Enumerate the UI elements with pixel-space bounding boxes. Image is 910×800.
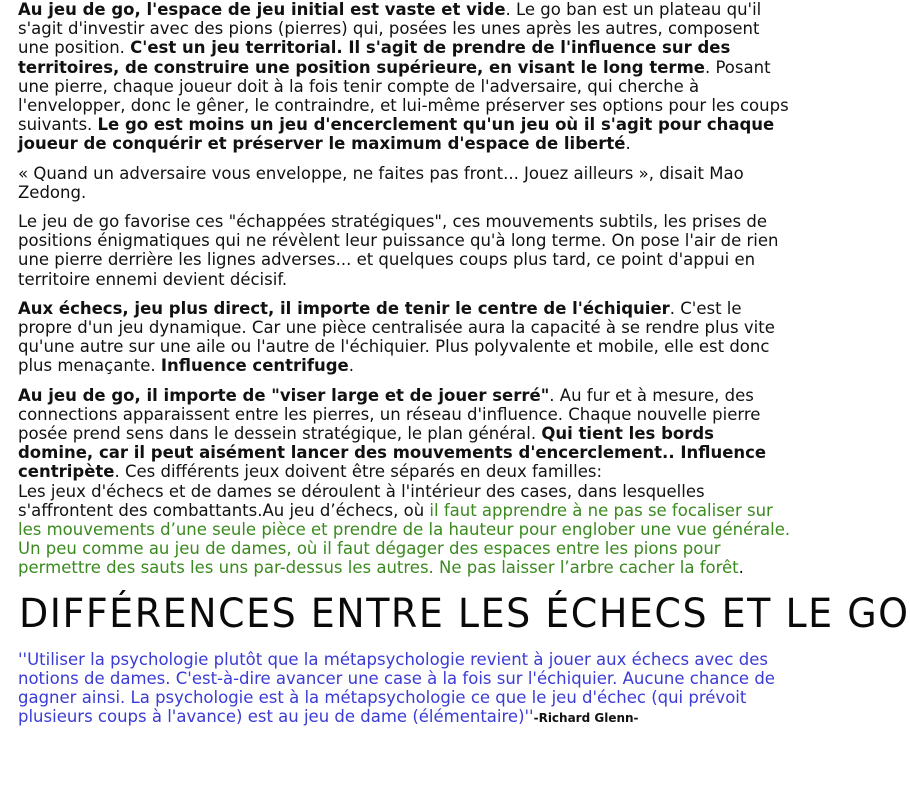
paragraph-go-wide [18, 386, 793, 578]
text-period: . [625, 134, 631, 154]
text-connections: . Au fur et à mesure, des connections apparaissent entre les pierres, un réseau d'influence. Chaque nouvelle pierre posée prend sens dans le dessein stratégique, le plan général. [18, 385, 761, 444]
text-period: . [348, 356, 354, 376]
bold-encirclement-freedom: Le go est moins un jeu d'encerclement qu'un jeu où il s'agit pour chaque joueur de conquérir et préserver le maximum d'espace de liberté [18, 115, 775, 154]
bold-aim-wide: Au jeu de go, il importe de "viser large et de jouer serré" [18, 385, 550, 405]
quote-text: ''Utiliser la psychologie plutôt que la métapsychologie revient à jouer aux échecs avec des notions de dames. C'est-à-dire avancer une case à la fois sur l'échiquier. Aucune chance de gagner ainsi. La psychologie est à la métapsychologie ce que le jeu d'échec (qui prévoit plusieurs coups à l'avance) est au jeu de dame (élémentaire)'' [18, 649, 775, 727]
bold-go-initial-space: Au jeu de go, l'espace de jeu initial est vaste et vide [18, 0, 506, 19]
paragraph-strategic-escapes: Le jeu de go favorise ces "échappées stratégiques", ces mouvements subtils, les prises de positions énigmatiques qui ne révèlent leur puissance qu'à long terme. On pose l'air de rien une pierre derrière les lignes adverses... et quelques coups plus tard, ce point d'appui en territoire ennemi devient décisif. [18, 212, 779, 289]
bold-edges-dominate: Qui tient les bords domine, car il peut aisément lancer des mouvements d'encerclement.. Influence centripète [18, 424, 767, 482]
text-go-ban: . Le go ban est un plateau qu'il s'agit d'investir avec des pions (pierres) qui, posées les unes après les autres, composent une position. [18, 0, 762, 58]
paragraph-go-space [18, 0, 793, 154]
text-chess-checkers-squares: Les jeux d'échecs et de dames se déroulent à l'intérieur des cases, dans lesquelles s'affrontent des combattants.Au jeu d’échecs, où [18, 481, 705, 520]
bold-centrifugal-influence: Influence centrifuge [160, 356, 349, 376]
bold-chess-center: Aux échecs, jeu plus direct, il importe de tenir le centre de l'échiquier [18, 298, 670, 318]
text-posing-stone: . Posant une pierre, chaque joueur doit à la fois tenir compte de l'adversaire, qui cherche à l'envelopper, donc le gêner, le contraindre, et lui-même préserver ses options pour les coups suivants. [18, 57, 789, 135]
paragraph-mao-quote: « Quand un adversaire vous enveloppe, ne faites pas front... Jouez ailleurs », disait Mao Zedong. [18, 163, 744, 202]
text-dynamic-game: . C'est le propre d'un jeu dynamique. Car une pièce centralisée aura la capacité à se rendre plus vite qu'une autre sur une aile ou l'autre de l'échiquier. Plus polyvalente et mobile, elle est donc plus menaçante. [18, 298, 775, 376]
green-general-view: il faut apprendre à ne pas se focaliser sur les mouvements d’une seule pièce et prendre de la hauteur pour englober une vue générale. Un peu comme au jeu de dames, où il faut dégager des espaces entre les pions pour permettre des sauts les uns par-dessus les autres. Ne pas laisser l’arbre cacher la forêt [18, 500, 791, 578]
psychology-quote [18, 650, 793, 729]
section-heading: DIFFÉRENCES ENTRE LES ÉCHECS ET LE GO [19, 589, 910, 636]
text-two-families: . Ces différents jeux doivent être séparés en deux familles: [114, 462, 603, 482]
bold-territorial-game: C'est un jeu territorial. Il s'agit de prendre de l'influence sur des territoires, de construire une position supérieure, en visant le long terme [18, 38, 731, 77]
text-period: . [738, 558, 744, 578]
quote-attribution: -Richard Glenn- [533, 711, 639, 726]
paragraph-chess-center [18, 299, 793, 376]
